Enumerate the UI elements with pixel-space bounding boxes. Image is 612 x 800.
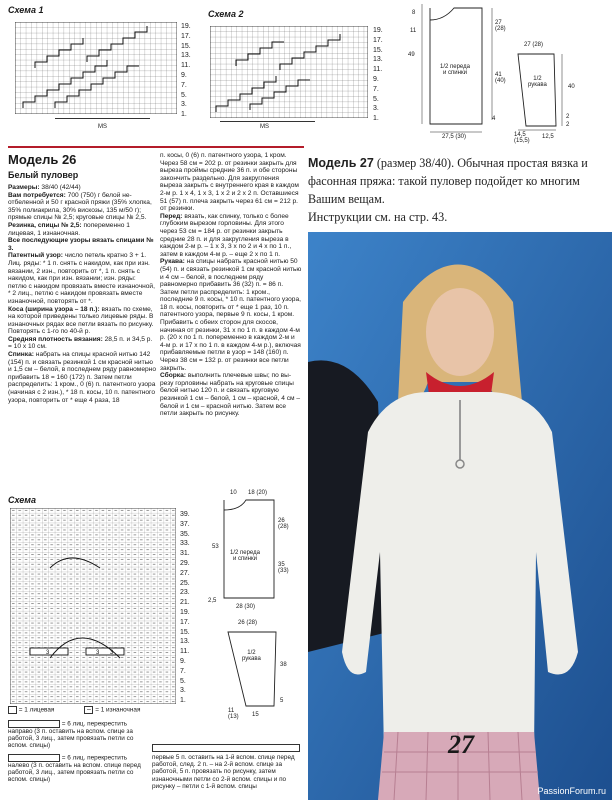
dim-label: 35 (33): [278, 562, 289, 574]
dim-label: 11: [410, 28, 417, 34]
row-label: 5.: [181, 91, 187, 99]
dim-label: 26 (28): [278, 518, 289, 530]
repeat-bracket-2: [220, 121, 315, 122]
dim-label: 41 (40): [495, 72, 506, 84]
model27-photo: [308, 232, 612, 800]
dim-label: 5: [280, 698, 284, 704]
svg-text:3: 3: [96, 650, 100, 656]
dim-label: 38: [280, 662, 287, 668]
braid-cross-symbol: [152, 744, 300, 752]
row-label: 5.: [180, 677, 186, 685]
model27-instructions: Инструкции см. на стр. 43.: [308, 210, 448, 224]
row-label: 15.: [373, 46, 383, 54]
row-label: 9.: [181, 71, 187, 79]
row-label: 11.: [181, 62, 191, 70]
row-label: 15.: [180, 628, 190, 636]
repeat-label-2: MS: [260, 124, 269, 130]
row-label: 3.: [373, 105, 379, 113]
row-label: 1.: [181, 111, 187, 119]
braid-label: Коса (ширина узора – 18 п.):: [8, 305, 100, 313]
braid-scheme-chart: [10, 508, 176, 704]
watermark: PassionForum.ru: [537, 786, 606, 796]
dim-label: 53: [212, 544, 219, 550]
all-next-label: Все последующие узоры вязать спицами № 3.: [8, 237, 154, 252]
front-label: Перед:: [160, 212, 183, 220]
dim-label: 18 (20): [248, 490, 268, 496]
front-value: вязать, как спинку, только с более глубоким вырезом горловины. Для этого через 53 см = 184 р. от резинки закрыть средние 28 п. и для закругления выреза в каждом 2-м р. – 1 х 3, 3 х по 2 и 4 х по 1 п., затем в каждом 4-м р. – еще 2 х по 1 п.: [160, 212, 292, 258]
row-label: 13.: [181, 52, 191, 60]
dim-label: 28 (30): [236, 604, 256, 610]
row-label: 3.: [181, 101, 187, 109]
cross-symbol: [8, 720, 60, 728]
row-label: 7.: [181, 81, 187, 89]
row-label: 11.: [373, 66, 383, 74]
rib-label: Резинка, спицы № 2,5:: [8, 221, 82, 229]
front-back-label: 1/2 переда и спинки: [230, 550, 260, 562]
model27-title: Модель 27: [308, 156, 374, 170]
scheme1-rows: [181, 24, 201, 118]
row-label: 37.: [180, 520, 190, 528]
photo-illustration: [308, 232, 612, 800]
knit-symbol: [8, 706, 17, 714]
legend-knit-text: = 1 лицевая: [18, 706, 55, 714]
row-label: 29.: [180, 559, 190, 567]
bottom-legend-text: первые 5 п. оставить на 1-й вспом. спице перед работой, след. 2 п. – на 2-й вспом. спице за работой, 5 п. провязать по рисунку, затем изнаночными петли со 2-й вспом. спицы и по рисунку – петли с 1-й вспом. спицы: [152, 754, 295, 790]
model26-title: Модель 26: [8, 152, 77, 167]
braid-value: вязать по схеме, на которой приведены только лицевые ряды. В изнаночных рядах все петли вязать по рисунку. Повторять с 1-го по 40-й р.: [8, 305, 154, 336]
row-label: 19.: [180, 608, 190, 616]
assembly-value: выполнить плечевые швы; по вырезу горловины набрать на круговые спицы белой нитью 120 п. и связать круговую резинкой 1 см – белой, 1 см – красной, 4 см – белой и 1 см – красной нитью. Затем все петли закрыть по рисунку.: [160, 372, 301, 418]
row-label: 13.: [180, 638, 190, 646]
model27-description: [308, 154, 606, 226]
cross-left-legend: [8, 754, 146, 784]
dim-label: 12,5: [542, 134, 554, 140]
model27-size: (размер 38/40).: [376, 156, 455, 170]
row-label: 23.: [180, 589, 190, 597]
row-label: 19.: [181, 23, 191, 30]
density-label: Средняя плотность вязания:: [8, 335, 103, 343]
dim-label: 2: [566, 114, 570, 120]
row-label: 1.: [373, 115, 379, 123]
back-continued: п. косы, 0 (6) п. патентного узора, 1 кром. Через 58 см = 202 р. от резинки закрыть для выреза проймы средние 36 п. и обе стороны закончить раздельно. Для закругления выреза закрыть с внутреннего края в каждом 2-м р. 1 х 4, 1 х 3, 1 х 2 и 2 х 2 п. Оставшиеся 51 (57) п. плеча закрыть через 61 см = 212 р. от резинки.: [160, 152, 299, 213]
model26-schematic: [200, 486, 304, 724]
row-label: 15.: [181, 42, 191, 50]
legend-purl-text: = 1 изнаночная: [95, 706, 141, 714]
assembly-label: Сборка:: [160, 372, 186, 380]
scheme2-chart: [210, 26, 368, 118]
sleeve-label: 1/2 рукава: [528, 76, 547, 88]
row-label: 17.: [373, 36, 383, 44]
dim-label: 49: [408, 52, 415, 58]
row-label: 25.: [180, 579, 190, 587]
divider: [8, 146, 304, 148]
dim-label: 2,5: [208, 598, 217, 604]
row-label: 27.: [180, 569, 190, 577]
cross-symbol: [8, 754, 60, 762]
repeat-bracket-1: [55, 118, 150, 119]
row-label: 11.: [180, 648, 190, 656]
sleeves-value: на спицы набрать красной нитью 50 (54) п. и связать резинкой 1 см красной нитью и 4 см – белой, в последнем ряду равномерно прибавить 36 (32) п. = 86 п. Затем петли распределить: 1 кром., последние 9 п. косы, * 10 п. патентного узора, 18 п. косы, повторить от * еще 1 раз, 10 п. патентного узора, первые 9 п. косы, 1 кром. Прибавить с обеих сторон для скосов, начиная от резинки, 31 х по 1 п. в каждом 4-м р. (20 х по 1 п. попеременно в каждом 2-м и 4-м р. и 17 х по 1 п. в каждом 4-м р.), включая прибавляемые петли в узор = 148 (160) п. Через 38 см = 132 р. от резинки все петли закрыть.: [160, 258, 302, 372]
scheme1-chart: [15, 22, 177, 114]
dim-label: 40: [568, 84, 575, 90]
dim-label: 8: [412, 10, 416, 16]
purl-symbol: –: [84, 706, 93, 714]
needed-label: Вам потребуется:: [8, 191, 66, 199]
row-label: 21.: [180, 599, 190, 607]
sizes-value: 38/40 (42/44): [41, 184, 81, 191]
dim-label: 27,5 (30): [442, 134, 467, 140]
bottom-legend: [152, 744, 300, 790]
row-label: 1.: [180, 697, 186, 705]
row-label: 39.: [180, 511, 190, 518]
cross-right-legend: [8, 720, 146, 750]
needed-value: 700 (750) г белой неотбеленной и 50 г красной пряжи (35% хлопка, 35% полиакрила, 30% вискозы, 135 м/50 г); прямые спицы № 2,5; круговые спицы № 2,5.: [8, 191, 152, 222]
front-back-label: 1/2 переда и спинки: [440, 64, 470, 76]
model27-schematic: [400, 0, 612, 145]
row-label: 9.: [373, 75, 379, 83]
dim-label: 11 (13): [228, 708, 239, 720]
repeat-label-1: MS: [98, 124, 107, 130]
braid-scheme-rows: [180, 510, 200, 706]
dim-label: 26 (28): [238, 620, 258, 626]
svg-text:3: 3: [110, 650, 114, 656]
dim-label: 10: [230, 490, 237, 496]
braid-scheme-title: Схема: [8, 495, 36, 505]
sleeve-label: 1/2 рукава: [242, 650, 261, 662]
scheme2-title: Схема 2: [208, 9, 244, 19]
back-value: набрать на спицы красной нитью 142 (154) п. и связать резинкой 1 см красной нитью и 1,5 см – белой, в последнем ряду равномерно прибавить 18 = 160 (172) п. Затем петли распределить: 1 кром., 0 (6) п. патентного узора (начиная с 2 изн.), * 18 п. косы, 10 п. патентного узора, повторить от * еще 4 раза, 18: [8, 351, 156, 404]
legend-knit: [8, 706, 54, 714]
patent-value: число петель кратно 3 + 1. Лиц. ряды: * 1 п. снять с накидом, как при изн. вязании, 2 изн., повторить от *, 1 п. снять с накидом, как при изн. вязании; изн. ряды: петлю с накидом провязать вместе изнаночной, * 2 лиц., петлю с накидом провязать вместе изнаночной, повторять от *.: [8, 252, 155, 305]
legend-purl: [84, 706, 140, 714]
dim-label: 27 (28): [495, 20, 506, 32]
back-label: Спинка:: [8, 351, 34, 359]
row-label: 17.: [181, 32, 191, 40]
scheme1-title: Схема 1: [8, 5, 44, 15]
dim-label: 14,5 (15,5): [514, 132, 530, 144]
row-label: 31.: [180, 550, 190, 558]
row-label: 35.: [180, 530, 190, 538]
sizes-label: Размеры:: [8, 184, 40, 191]
row-label: 9.: [180, 657, 186, 665]
row-label: 5.: [373, 95, 379, 103]
row-label: 19.: [373, 27, 383, 34]
sleeves-label: Рукава:: [160, 258, 185, 266]
model27-text: Обычная простая вязка и фасонная пряжа: такой пуловер подойдет ко многим Вашим вещам.: [308, 156, 588, 206]
page-number: 27: [448, 730, 474, 759]
scheme2-rows: [373, 28, 393, 122]
svg-text:3: 3: [46, 650, 50, 656]
dim-label: 15: [252, 712, 259, 718]
dim-label: 2: [566, 122, 570, 128]
cross-left-text: = 6 лиц. перекрестить налево (3 п. оставить на вспом. спице перед работой, 3 лиц., затем провязать петли со вспом. спицы): [8, 754, 141, 784]
model26-col1: [8, 184, 156, 404]
dim-label: 4: [492, 116, 496, 122]
row-label: 33.: [180, 540, 190, 548]
row-label: 7.: [180, 667, 186, 675]
cross-right-text: = 6 лиц. перекрестить направо (3 п. оставить на вспом. спице за работой, 3 лиц., затем провязать петли со вспом. спицы): [8, 720, 134, 750]
rib-value: попеременно 1 лицевая, 1 изнаночная.: [8, 221, 130, 237]
density-value: 28,5 п. и 34,5 р. = 10 х 10 см.: [8, 335, 153, 351]
row-label: 3.: [180, 687, 186, 695]
row-label: 13.: [373, 56, 383, 64]
row-label: 17.: [180, 618, 190, 626]
model26-col2: [160, 152, 302, 418]
model26-subtitle: Белый пуловер: [8, 170, 79, 180]
patent-label: Патентный узор:: [8, 252, 63, 260]
row-label: 7.: [373, 85, 379, 93]
sleeve-width-label: 27 (28): [524, 42, 544, 48]
